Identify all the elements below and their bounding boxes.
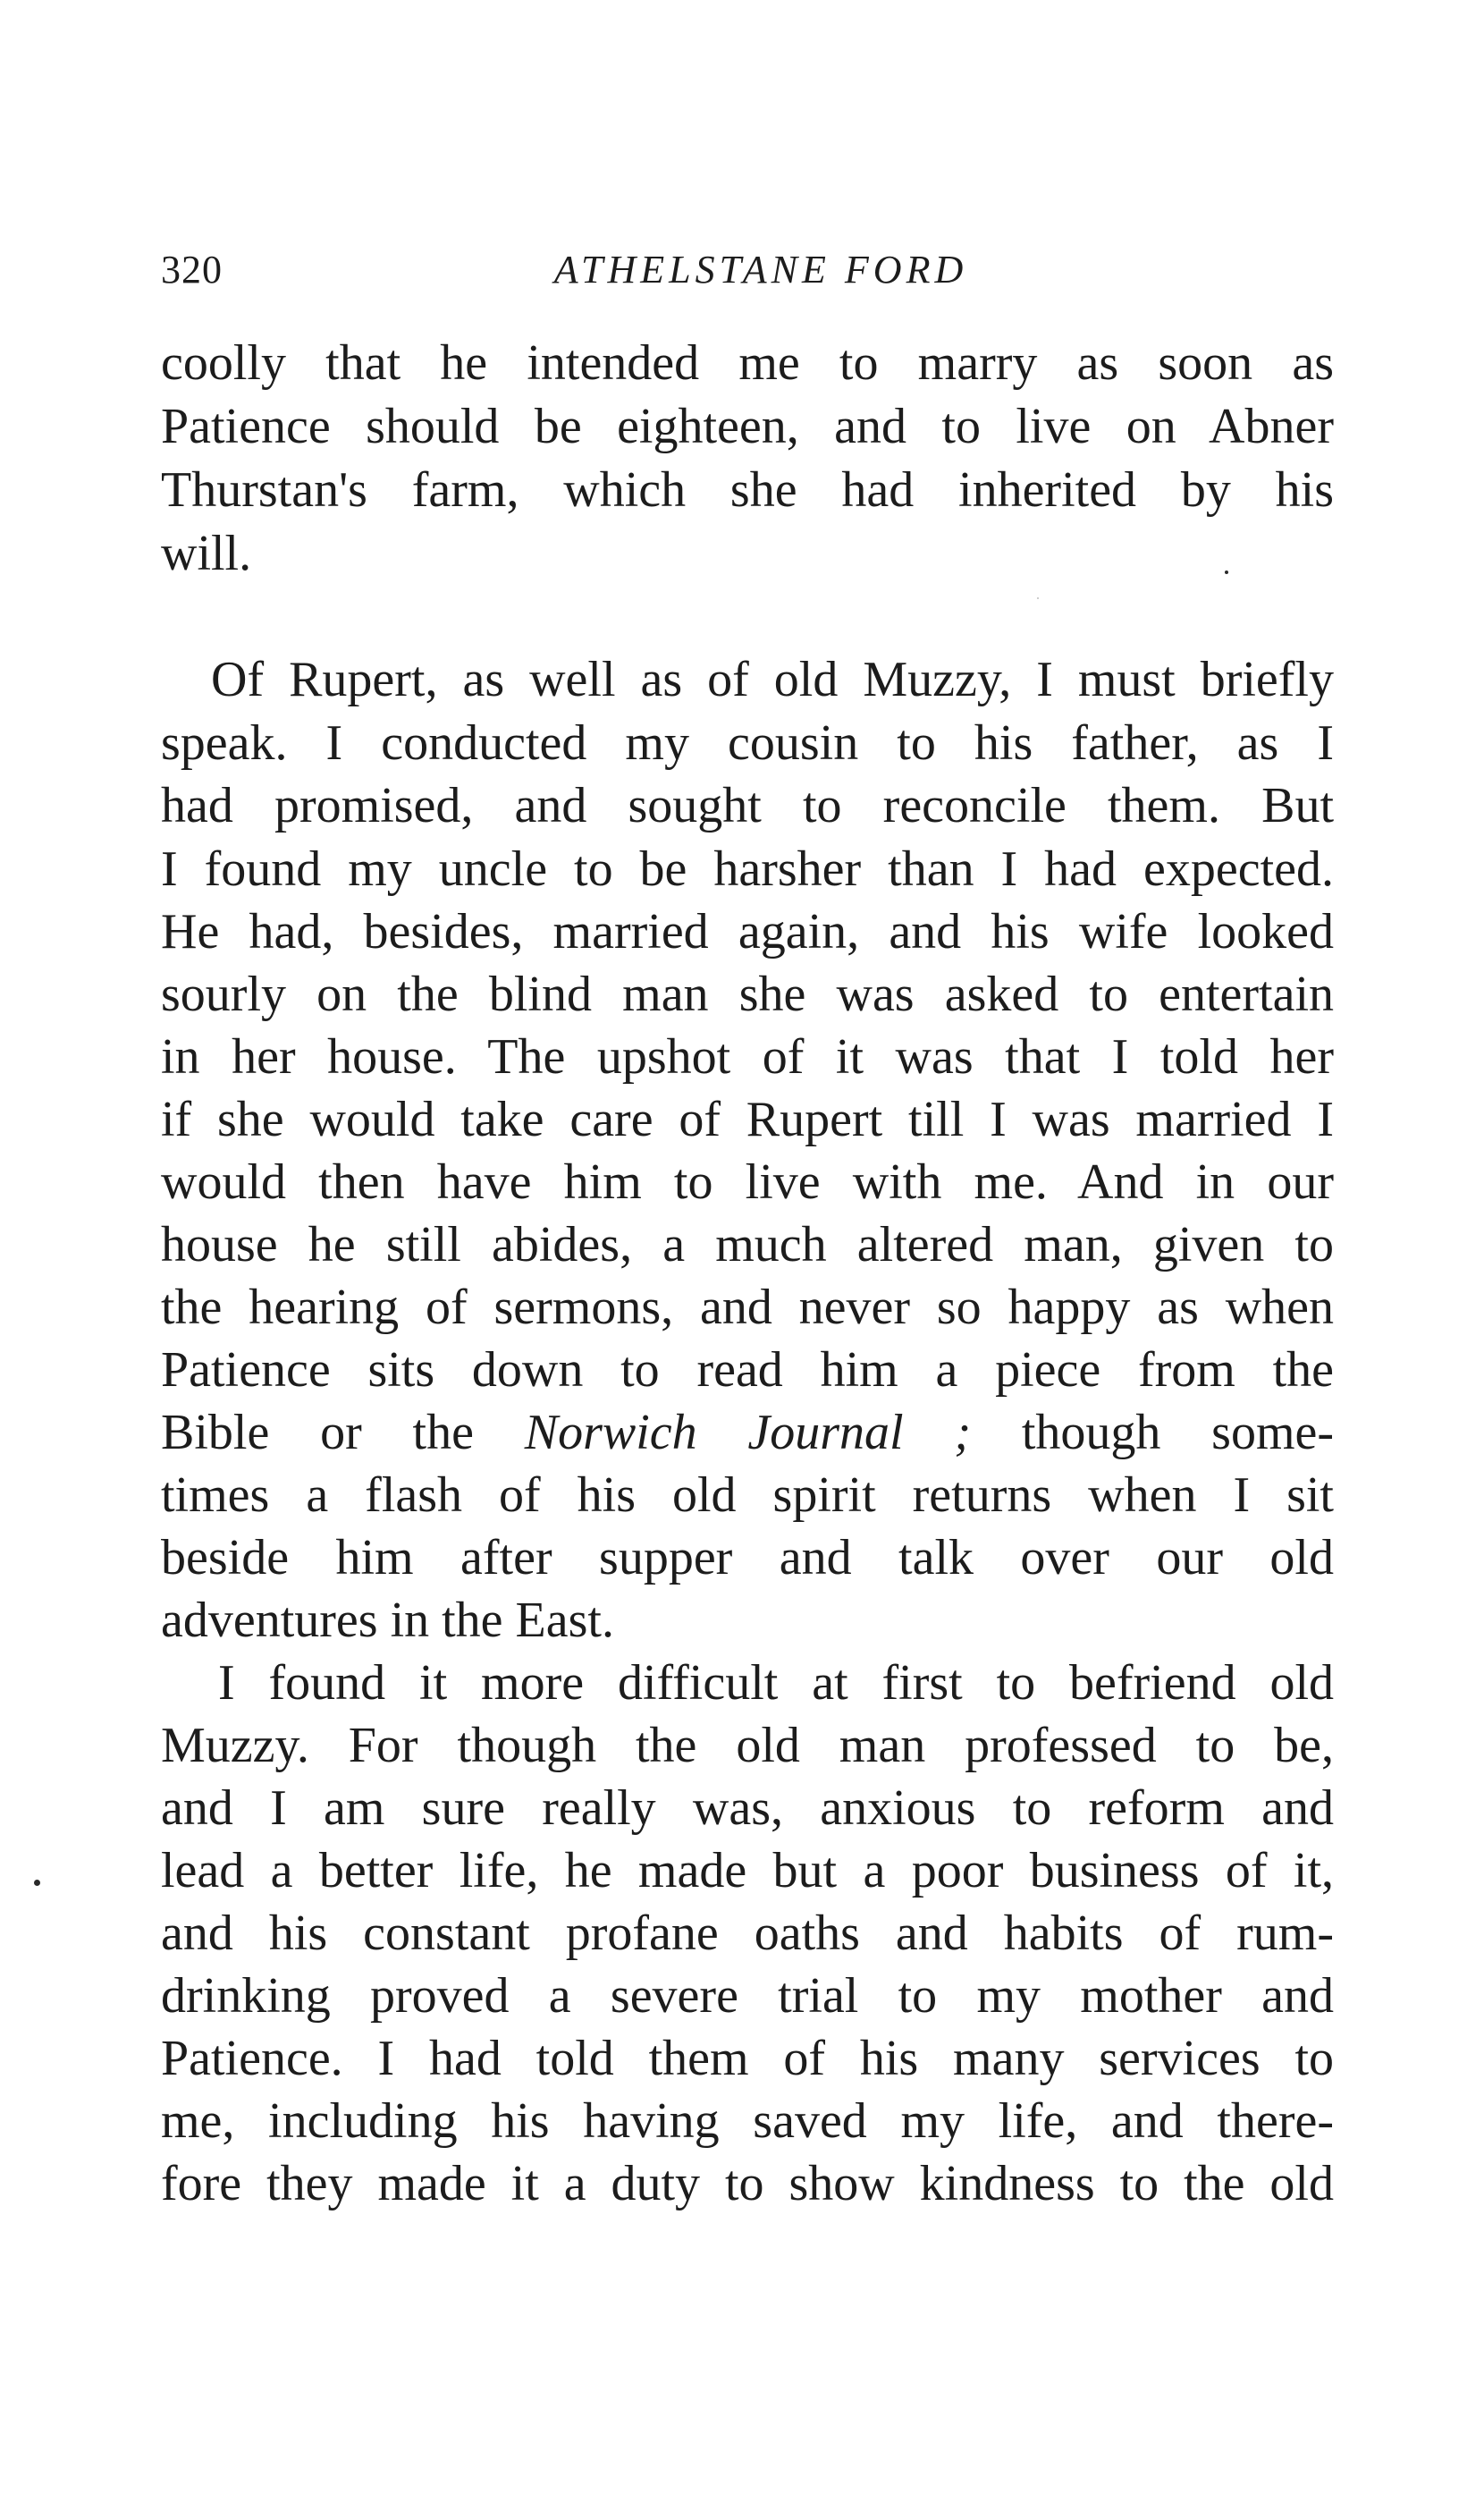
page-header <box>161 241 1334 304</box>
text-line: if she would take care of Rupert till I was married I <box>161 1092 1334 1147</box>
text-line: coolly that he intended me to marry as soon as <box>161 335 1334 391</box>
text-segment: though some- <box>971 1405 1335 1460</box>
text-line: speak. I conducted my cousin to his father, as I <box>161 715 1334 771</box>
italic-title: Norwich Journal ; <box>524 1405 972 1460</box>
text-line: the hearing of sermons, and never so happy as when <box>161 1280 1334 1335</box>
text-line: me, including his having saved my life, and there- <box>161 2093 1334 2149</box>
text-line: lead a better life, he made but a poor business of it, <box>161 1843 1334 1898</box>
text-line: times a flash of his old spirit returns when I sit <box>161 1467 1334 1523</box>
scan-speck <box>1225 571 1228 574</box>
text-line: Of Rupert, as well as of old Muzzy, I must briefly <box>211 652 1334 707</box>
text-line: will. <box>161 526 252 581</box>
text-line: had promised, and sought to reconcile them. But <box>161 778 1334 833</box>
page-number: 320 <box>161 248 223 292</box>
text-line: I found my uncle to be harsher than I had expected. <box>161 841 1334 897</box>
text-line: and his constant profane oaths and habits of rum- <box>161 1906 1334 1961</box>
text-line <box>161 1402 1334 1463</box>
text-line: sourly on the blind man she was asked to entertain <box>161 967 1334 1022</box>
text-line: Patience sits down to read him a piece from the <box>161 1342 1334 1398</box>
text-line: beside him after supper and talk over our old <box>161 1530 1334 1585</box>
text-line: Muzzy. For though the old man professed to be, <box>161 1718 1334 1773</box>
scan-speck <box>1037 597 1039 599</box>
text-line: and I am sure really was, anxious to reform and <box>161 1780 1334 1836</box>
text-line: fore they made it a duty to show kindness to the old <box>161 2156 1334 2211</box>
scan-speck <box>34 1880 40 1886</box>
text-line: He had, besides, married again, and his wife looked <box>161 904 1334 959</box>
text-line: I found it more difficult at first to befriend old <box>218 1655 1334 1711</box>
text-line: would then have him to live with me. And in our <box>161 1154 1334 1210</box>
text-line: drinking proved a severe trial to my mother and <box>161 1968 1334 2024</box>
text-line: Patience. I had told them of his many services to <box>161 2031 1334 2086</box>
text-line: house he still abides, a much altered man, given to <box>161 1217 1334 1272</box>
text-segment: Bible or the <box>161 1405 525 1460</box>
text-line: Thurstan's farm, which she had inherited by his <box>161 462 1334 518</box>
text-line: adventures in the East. <box>161 1593 614 1648</box>
running-title: ATHELSTANE FORD <box>553 248 968 292</box>
text-line: in her house. The upshot of it was that I told her <box>161 1029 1334 1085</box>
text-line: Patience should be eighteen, and to live on Abner <box>161 399 1334 454</box>
